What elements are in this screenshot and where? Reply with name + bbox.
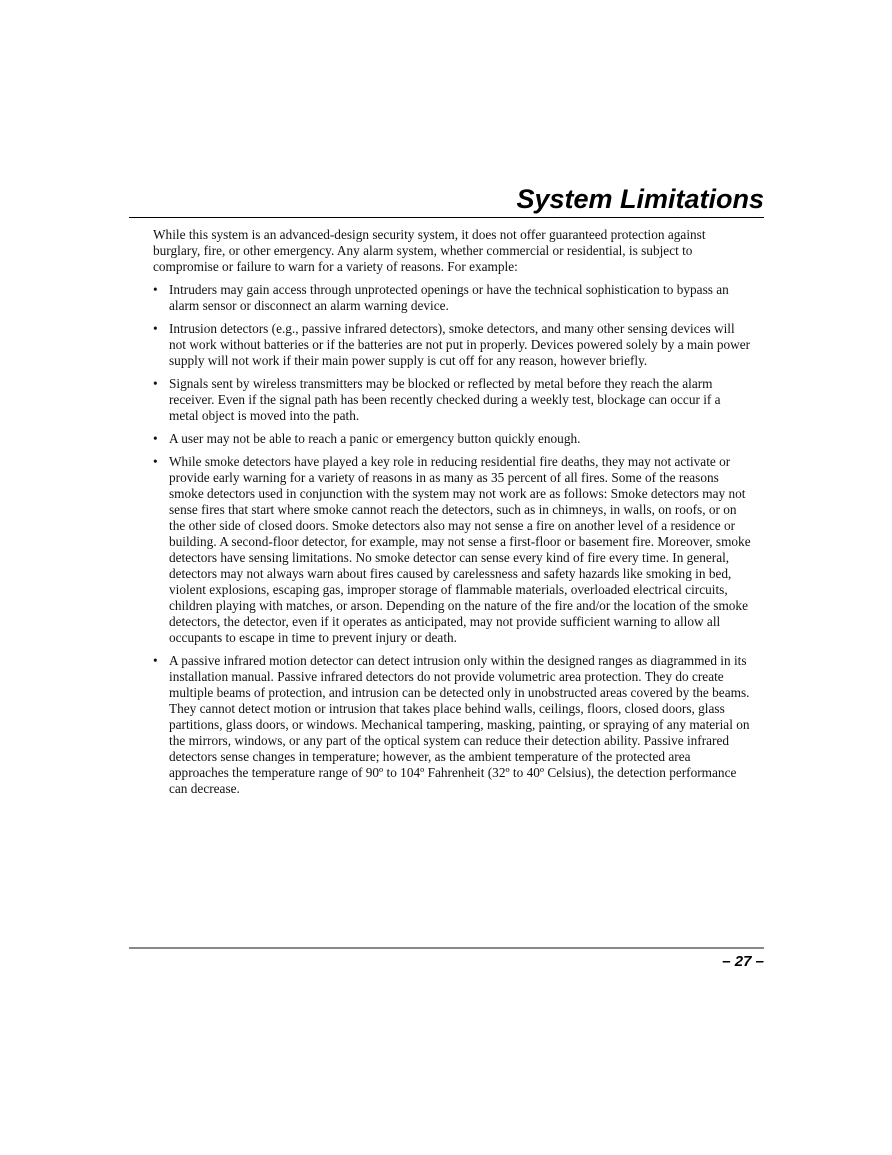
list-item-text: A user may not be able to reach a panic or emergency button quickly enough. [169,431,581,446]
footer-divider [129,947,764,949]
list-item [153,454,753,646]
list-item [153,282,753,314]
bullet-icon: • [153,282,158,297]
body-content [153,227,753,804]
list-item-text: Intruders may gain access through unprotected openings or have the technical sophistication to bypass an alarm sensor or disconnect an alarm warning device. [169,282,729,313]
list-item [153,321,753,369]
bullet-icon: • [153,653,158,668]
intro-paragraph: While this system is an advanced-design security system, it does not offer guaranteed protection against burglary, fire, or other emergency. Any alarm system, whether commercial or residential, is subject to compromise or failure to warn for a variety of reasons. For example: [153,227,706,274]
title-divider [129,217,764,218]
bullet-icon: • [153,454,158,469]
list-item-text: A passive infrared motion detector can detect intrusion only within the designed ranges as diagrammed in its installation manual. Passive infrared detectors do not provide volumetric area protection. They do create multiple beams of protection, and intrusion can be detected only in unobstructed areas covered by the beams. They cannot detect motion or intrusion that takes place behind walls, ceilings, floors, closed doors, glass partitions, glass doors, or windows. Mechanical tampering, masking, painting, or spraying of any material on the mirrors, windows, or any part of the optical system can reduce their detection ability. Passive infrared detectors sense changes in temperature; however, as the ambient temperature of the protected area approaches the temperature range of 90º to 104º Fahrenheit (32º to 40º Celsius), the detection performance can decrease. [169,653,750,796]
bullet-icon: • [153,376,158,391]
list-item [153,376,753,424]
list-item-text: While smoke detectors have played a key role in reducing residential fire deaths, they may not activate or provide early warning for a variety of reasons in as many as 35 percent of all fires. Some of the reasons smoke detectors used in conjunction with the system may not work are as follows: Smoke detectors may not sense fires that start where smoke cannot reach the detectors, such as in chimneys, in walls, on roofs, or on the other side of closed doors. Smoke detectors also may not sense a fire on another level of a residence or building. A second-floor detector, for example, may not sense a first-floor or basement fire. Moreover, smoke detectors have sensing limitations. No smoke detector can sense every kind of fire every time. In general, detectors may not always warn about fires caused by carelessness and safety hazards like smoking in bed, violent explosions, escaping gas, improper storage of flammable materials, overloaded electrical circuits, children playing with matches, or arson. Depending on the nature of the fire and/or the location of the smoke detectors, the detector, even if it operates as anticipated, may not provide sufficient warning to allow all occupants to escape in time to prevent injury or death. [169,454,751,645]
list-item-text: Intrusion detectors (e.g., passive infrared detectors), smoke detectors, and many other sensing devices will not work without batteries or if the batteries are not put in properly. Devices powered solely by a main power supply will not work if their main power supply is cut off for any reason, however briefly. [169,321,751,368]
bullet-icon: • [153,321,158,336]
list-item [153,431,753,447]
list-item-text: Signals sent by wireless transmitters may be blocked or reflected by metal before they reach the alarm receiver. Even if the signal path has been recently checked during a weekly test, blockage can occur if a metal object is moved into the path. [169,376,721,423]
page-title: System Limitations [516,184,764,214]
page-number: – 27 – [722,953,764,970]
bullet-icon: • [153,431,158,446]
limitations-list [153,282,753,797]
list-item [153,653,753,797]
